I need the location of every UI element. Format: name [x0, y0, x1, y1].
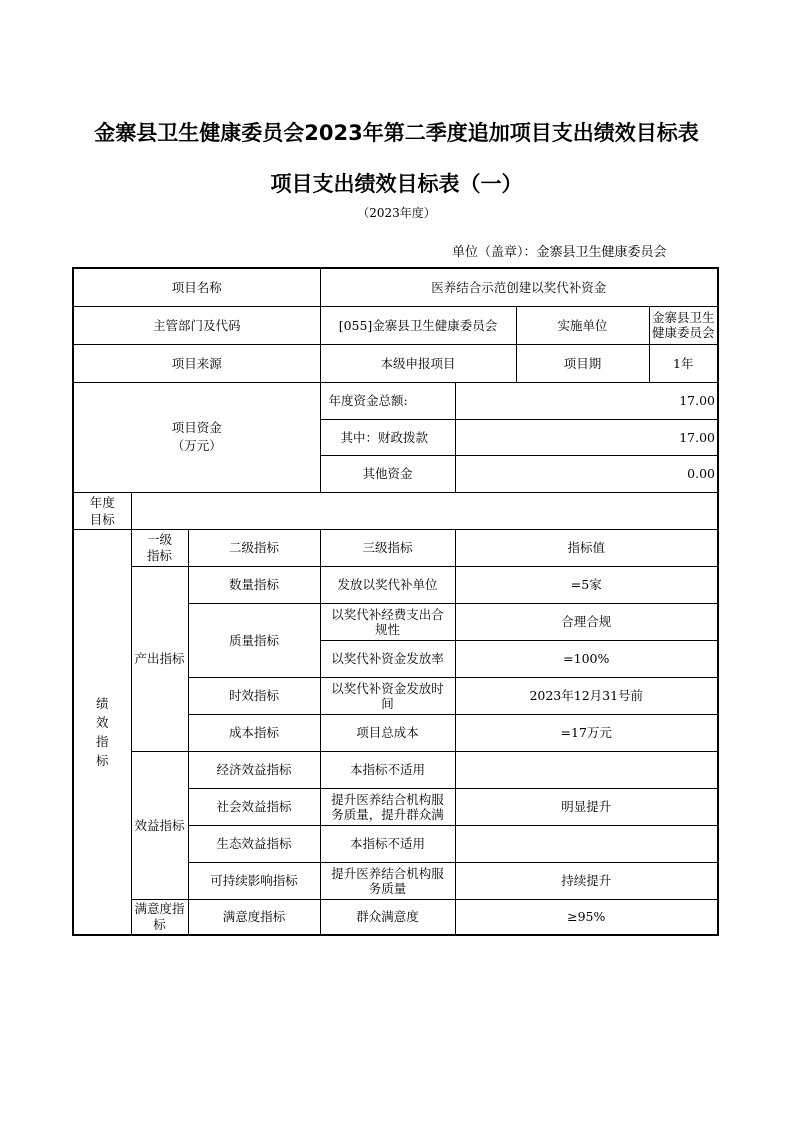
performance-target-table — [72, 267, 719, 936]
level3-cell: 以奖代补资金发放时 间 — [320, 677, 455, 714]
value-header: 指标值 — [455, 529, 718, 566]
fiscal-funds-value: 17.00 — [455, 419, 718, 455]
period-value: 1年 — [673, 355, 694, 371]
other-funds-label: 其他资金 — [320, 455, 455, 492]
total-funds-value: 17.00 — [455, 382, 718, 419]
level3-cell: 提升医养结合机构服 务质量，提升群众满 — [320, 788, 455, 825]
impl-label: 实施单位 — [517, 307, 650, 344]
dept-label: 主管部门及代码 — [73, 306, 320, 344]
annual-goal-value — [131, 492, 718, 529]
satisfaction-indicator-group: 满意度指 标 — [131, 899, 188, 935]
value-cell — [455, 825, 718, 862]
dept-value: [055]金寨县卫生健康委员会 — [321, 307, 517, 344]
level2-cell: 数量指标 — [188, 566, 320, 603]
value-cell: 明显提升 — [455, 788, 718, 825]
level2-cell: 时效指标 — [188, 677, 320, 714]
other-funds-value: 0.00 — [455, 455, 718, 492]
level2-cell: 可持续影响指标 — [188, 862, 320, 899]
level3-cell: 以奖代补经费支出合 规性 — [320, 603, 455, 640]
level3-header: 三级指标 — [320, 529, 455, 566]
level1-header: 一级 指标 — [131, 529, 188, 566]
output-indicator-group: 产出指标 — [131, 566, 188, 751]
level3-cell: 本指标不适用 — [320, 751, 455, 788]
source-label: 项目来源 — [73, 344, 320, 382]
impl-value: 金寨县卫生健康委员会 — [651, 310, 715, 340]
level2-header: 二级指标 — [188, 529, 320, 566]
value-cell: ≥95% — [455, 899, 718, 935]
annual-goal-label: 年度 目标 — [73, 492, 131, 529]
funds-label: 项目资金 （万元） — [73, 382, 320, 492]
performance-indicator-label: 绩 效 指 标 — [73, 529, 131, 935]
document-subtitle: 项目支出绩效目标表（一） — [270, 172, 523, 196]
period-label: 项目期 — [517, 345, 650, 382]
document-year: （2023年度） — [357, 206, 436, 220]
value-cell: =100% — [455, 640, 718, 677]
value-cell — [455, 751, 718, 788]
benefit-indicator-group: 效益指标 — [131, 751, 188, 899]
value-cell: =5家 — [455, 566, 718, 603]
level2-cell: 社会效益指标 — [188, 788, 320, 825]
level3-cell: 提升医养结合机构服 务质量 — [320, 862, 455, 899]
level2-cell: 满意度指标 — [188, 899, 320, 935]
level3-cell: 项目总成本 — [320, 714, 455, 751]
document-title: 金寨县卫生健康委员会2023年第二季度追加项目支出绩效目标表 — [94, 121, 699, 145]
level3-cell: 发放以奖代补单位 — [320, 566, 455, 603]
fiscal-funds-label: 其中：财政拨款 — [320, 419, 455, 455]
level3-cell: 群众满意度 — [320, 899, 455, 935]
value-cell: =17万元 — [455, 714, 718, 751]
total-funds-label: 年度资金总额: — [320, 382, 455, 419]
level2-cell: 质量指标 — [188, 603, 320, 677]
level3-cell: 本指标不适用 — [320, 825, 455, 862]
level2-cell: 经济效益指标 — [188, 751, 320, 788]
project-name-label: 项目名称 — [73, 268, 320, 306]
value-cell: 2023年12月31号前 — [455, 677, 718, 714]
level3-cell: 以奖代补资金发放率 — [320, 640, 455, 677]
unit-label: 单位（盖章）：金寨县卫生健康委员会 — [452, 245, 667, 260]
value-cell: 持续提升 — [455, 862, 718, 899]
source-value: 本级申报项目 — [321, 345, 517, 382]
value-cell: 合理合规 — [455, 603, 718, 640]
project-name-value: 医养结合示范创建以奖代补资金 — [320, 268, 718, 306]
level2-cell: 成本指标 — [188, 714, 320, 751]
level2-cell: 生态效益指标 — [188, 825, 320, 862]
